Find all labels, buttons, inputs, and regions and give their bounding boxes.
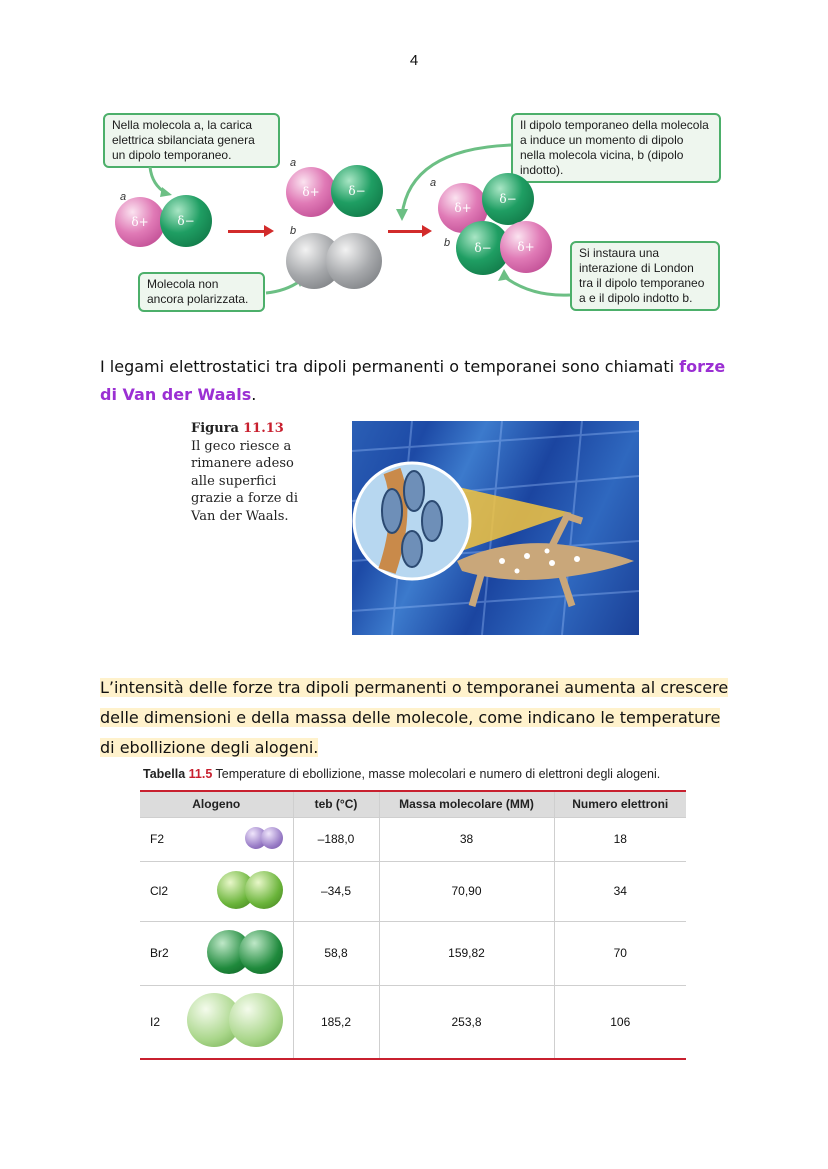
- highlighted-paragraph: L’intensità delle forze tra dipoli permanenti o temporanei aumenta al crescere delle dimensioni e della massa delle molecole, come indicano le temperature di ebollizione degli alogeni.: [100, 678, 729, 757]
- atom-grey: [326, 233, 382, 289]
- table-row: [140, 921, 686, 985]
- paragraph-text: I legami elettrostatici tra dipoli permanenti o temporanei sono chiamati: [100, 357, 680, 376]
- element-cell: [140, 921, 293, 985]
- mm-cell: 253,8: [379, 985, 554, 1059]
- mm-cell: 70,90: [379, 861, 554, 921]
- highlight-term: forze di Van der Waals: [100, 357, 726, 404]
- gecko-illustration: [352, 421, 639, 635]
- electrons-cell: 106: [554, 985, 686, 1059]
- gecko-photo: [352, 421, 639, 635]
- teb-cell: –188,0: [293, 817, 379, 861]
- electrons-cell: 18: [554, 817, 686, 861]
- header-elettroni: Numero elettroni: [554, 791, 686, 817]
- callout-london-interaction: Si instaura una interazione di London tra il dipolo temporaneo a e il dipolo indotto b.: [570, 241, 720, 311]
- table-row: [140, 817, 686, 861]
- atom-pink: [500, 221, 552, 273]
- delta-minus: δ−: [474, 241, 492, 255]
- table-label: Tabella: [143, 767, 186, 781]
- figure-label: Figura: [191, 421, 239, 436]
- teb-cell: 185,2: [293, 985, 379, 1059]
- figure-number: 11.13: [243, 421, 284, 436]
- atom-green: [160, 195, 212, 247]
- label-b-middle: b: [290, 225, 297, 237]
- teb-cell: 58,8: [293, 921, 379, 985]
- header-teb: teb (°C): [293, 791, 379, 817]
- dipole-figure: [100, 105, 730, 325]
- element-cell: [140, 985, 293, 1059]
- delta-minus: δ−: [499, 192, 517, 206]
- mm-cell: 38: [379, 817, 554, 861]
- element-symbol: Cl2: [150, 884, 169, 898]
- delta-plus: δ+: [517, 240, 535, 254]
- callout-temporary-dipole: Nella molecola a, la carica elettrica sbilanciata genera un dipolo temporaneo.: [103, 113, 280, 168]
- delta-minus: δ−: [177, 214, 195, 228]
- molecule-icon: [217, 871, 283, 912]
- header-massa: Massa molecolare (MM): [379, 791, 554, 817]
- table-row: [140, 985, 686, 1059]
- molecule-icon: [187, 993, 283, 1050]
- table-header-row: [140, 791, 686, 817]
- header-alogeno: Alogeno: [140, 791, 293, 817]
- atom-pink: [115, 197, 165, 247]
- callout-unpolarized: Molecola non ancora polarizzata.: [138, 272, 265, 312]
- table-caption: Temperature di ebollizione, masse molecolari e numero di elettroni degli alogeni.: [215, 767, 661, 781]
- element-symbol: I2: [150, 1014, 161, 1029]
- molecule-icon: [207, 930, 283, 977]
- figure-caption: [191, 420, 313, 525]
- label-a-right: a: [430, 177, 437, 189]
- figure-caption-text: Il geco riesce a rimanere adeso alle superfici grazie a forze di Van der Waals.: [191, 438, 299, 524]
- paragraph-end: .: [251, 385, 257, 404]
- atom-pink: [286, 167, 336, 217]
- page-number: 4: [409, 52, 419, 69]
- paragraph-van-der-waals: [100, 353, 730, 409]
- atom-green: [331, 165, 383, 217]
- paragraph-intensity: [100, 673, 730, 763]
- label-a-middle: a: [290, 157, 297, 169]
- reaction-arrow-1: [228, 230, 266, 233]
- teb-cell: –34,5: [293, 861, 379, 921]
- delta-plus: δ+: [302, 185, 320, 199]
- label-b-right: b: [444, 237, 451, 249]
- electrons-cell: 34: [554, 861, 686, 921]
- delta-minus: δ−: [348, 184, 366, 198]
- element-symbol: F2: [150, 832, 165, 846]
- label-a-left: a: [120, 191, 127, 203]
- element-cell: [140, 861, 293, 921]
- delta-plus: δ+: [131, 215, 149, 229]
- molecule-icon: [245, 827, 283, 852]
- reaction-arrow-2: [388, 230, 424, 233]
- table-row: [140, 861, 686, 921]
- element-symbol: Br2: [150, 946, 169, 960]
- mm-cell: 159,82: [379, 921, 554, 985]
- element-cell: [140, 817, 293, 861]
- electrons-cell: 70: [554, 921, 686, 985]
- table-title: [143, 767, 660, 781]
- delta-plus: δ+: [454, 201, 472, 215]
- halogen-table: [140, 790, 686, 1060]
- atom-green: [482, 173, 534, 225]
- table-number: 11.5: [188, 767, 213, 781]
- callout-induced-dipole: Il dipolo temporaneo della molecola a induce un momento di dipolo nella molecola vicina, b (dipolo indotto).: [511, 113, 721, 183]
